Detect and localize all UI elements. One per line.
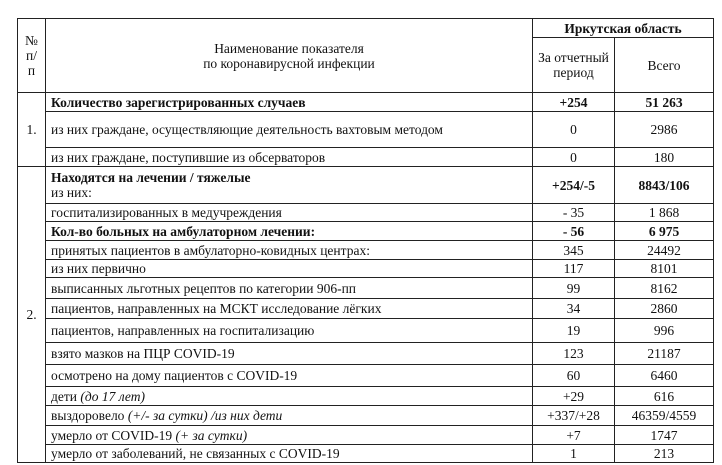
- value-total: 180: [615, 148, 714, 167]
- value-total: 51 263: [615, 93, 714, 112]
- value-total: 21187: [615, 343, 714, 365]
- table-row: [18, 343, 714, 365]
- row-label: [46, 148, 533, 167]
- value-period: +29: [533, 387, 615, 406]
- row-label: [46, 278, 533, 299]
- value-period: 345: [533, 241, 615, 260]
- row-label: [46, 426, 533, 445]
- value-period: +337/+28: [533, 406, 615, 426]
- value-period: 1: [533, 445, 615, 463]
- row-label: [46, 93, 533, 112]
- label-note: (+ за сутки): [175, 427, 248, 443]
- row-label: [46, 319, 533, 343]
- value-total: 213: [615, 445, 714, 463]
- header-region: Иркутская область: [533, 19, 714, 38]
- header-name-line1: Наименование показателя: [214, 40, 364, 56]
- header-total: Всего: [615, 38, 714, 93]
- label-text: умерло от заболеваний, не связанных с COVID-19: [51, 446, 340, 461]
- row-label: [46, 204, 533, 222]
- value-period: 60: [533, 365, 615, 387]
- table-row: [18, 278, 714, 299]
- label-text: из них граждане, поступившие из обсерваторов: [51, 149, 326, 165]
- label-text: пациентов, направленных на госпитализацию: [51, 323, 315, 338]
- label-text: принятых пациентов в амбулаторно-ковидных центрах:: [51, 242, 370, 258]
- value-period: 117: [533, 260, 615, 278]
- table-row: [18, 112, 714, 148]
- value-period: 34: [533, 299, 615, 319]
- table-row: [18, 387, 714, 406]
- value-total: 1 868: [615, 204, 714, 222]
- value-total: 2860: [615, 299, 714, 319]
- value-period: +254/-5: [533, 167, 615, 204]
- value-total: 996: [615, 319, 714, 343]
- table-row: [18, 445, 714, 463]
- value-total: 24492: [615, 241, 714, 260]
- row-label: [46, 112, 533, 148]
- value-total: 6 975: [615, 222, 714, 241]
- table-row: [18, 93, 714, 112]
- row-label: [46, 299, 533, 319]
- row-label: [46, 222, 533, 241]
- header-name-line2: по коронавирусной инфекции: [203, 55, 375, 71]
- group-number: 1.: [18, 93, 46, 167]
- value-total: 46359/4559: [615, 406, 714, 426]
- table-row: [18, 148, 714, 167]
- label-sub: из них:: [51, 185, 92, 200]
- row-label: [46, 387, 533, 406]
- row-label: [46, 167, 533, 204]
- table-row: [18, 241, 714, 260]
- label-text: из них первично: [51, 261, 146, 276]
- value-total: 6460: [615, 365, 714, 387]
- value-total: 1747: [615, 426, 714, 445]
- header-period: За отчетный период: [533, 38, 615, 93]
- value-period: - 35: [533, 204, 615, 222]
- label-text: из них граждане, осуществляющие деятельность вахтовым методом: [51, 122, 443, 137]
- label-note: (до 17 лет): [80, 388, 145, 404]
- label-text: госпитализированных в медучреждения: [51, 205, 282, 220]
- table-row: [18, 426, 714, 445]
- row-label: [46, 241, 533, 260]
- value-period: +254: [533, 93, 615, 112]
- value-total: 616: [615, 387, 714, 406]
- row-label: [46, 406, 533, 426]
- label-text: осмотрено на дому пациентов с COVID-19: [51, 368, 298, 383]
- group-number: 2.: [18, 167, 46, 463]
- label-text: Количество зарегистрированных случаев: [51, 94, 306, 110]
- row-label: [46, 365, 533, 387]
- value-total: 8162: [615, 278, 714, 299]
- table-row: [18, 299, 714, 319]
- label-text: умерло от COVID-19: [51, 427, 173, 443]
- value-period: +7: [533, 426, 615, 445]
- table-row: [18, 365, 714, 387]
- table-row: [18, 260, 714, 278]
- value-total: 2986: [615, 112, 714, 148]
- label-text: выздоровело: [51, 408, 125, 423]
- label-text: взято мазков на ПЦР COVID-19: [51, 346, 235, 361]
- label-text: выписанных льготных рецептов по категории 906-пп: [51, 280, 357, 296]
- row-label: [46, 445, 533, 463]
- value-period: 19: [533, 319, 615, 343]
- table-row: [18, 167, 714, 204]
- label-text: Находятся на лечении / тяжелые: [51, 170, 251, 185]
- value-total: 8101: [615, 260, 714, 278]
- table-row: [18, 204, 714, 222]
- table-row: [18, 406, 714, 426]
- row-label: [46, 260, 533, 278]
- table-row: [18, 222, 714, 241]
- value-period: 123: [533, 343, 615, 365]
- label-text: дети: [51, 388, 77, 404]
- value-period: 99: [533, 278, 615, 299]
- value-period: 0: [533, 112, 615, 148]
- row-label: [46, 343, 533, 365]
- covid-stats-table: [17, 18, 714, 463]
- label-text: Кол-во больных на амбулаторном лечении:: [51, 223, 316, 239]
- value-period: 0: [533, 148, 615, 167]
- value-total: 8843/106: [615, 167, 714, 204]
- label-text: пациентов, направленных на МСКТ исследование лёгких: [51, 301, 382, 316]
- value-period: - 56: [533, 222, 615, 241]
- header-num: № п/п: [18, 19, 46, 93]
- header-name: [46, 19, 533, 93]
- label-note: (+/- за сутки) /из них дети: [127, 408, 283, 423]
- table-row: [18, 319, 714, 343]
